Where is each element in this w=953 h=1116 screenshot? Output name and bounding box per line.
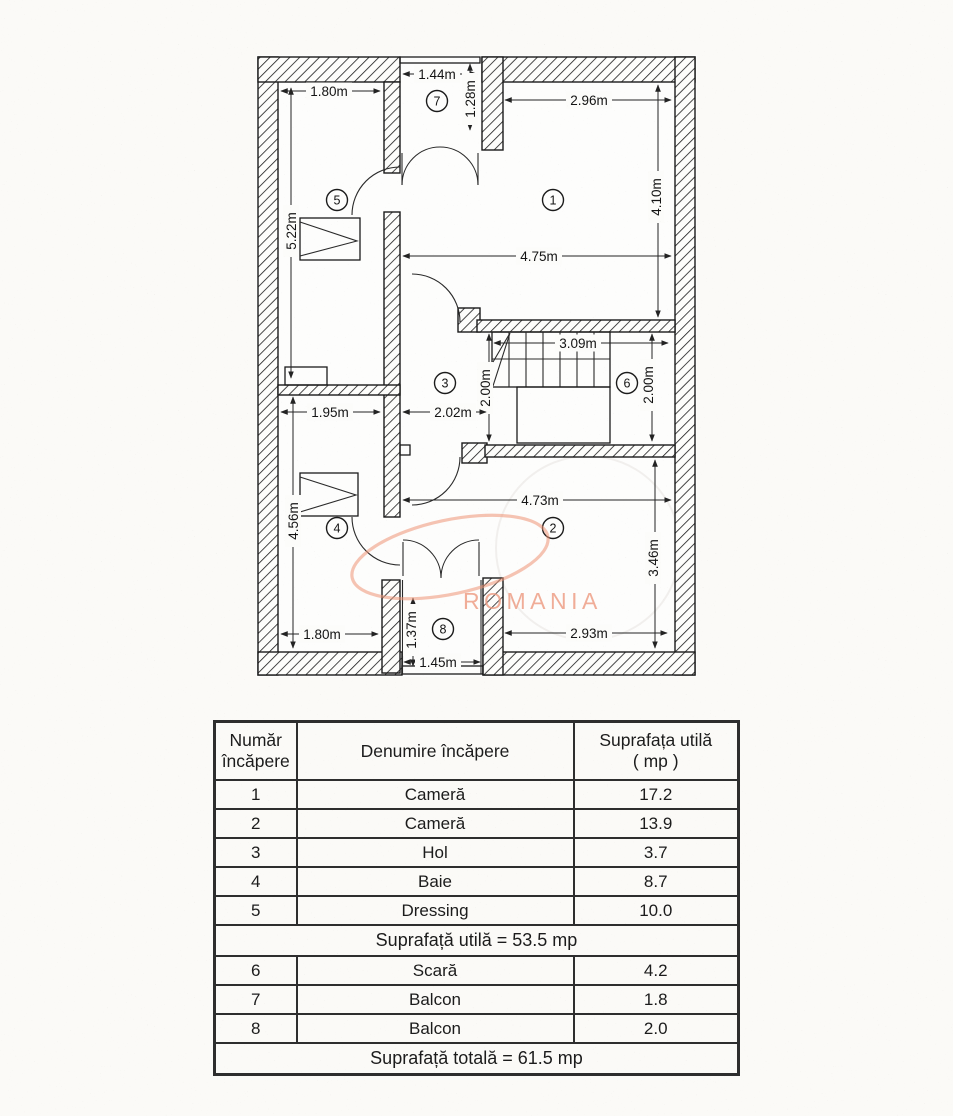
svg-text:2: 2 <box>549 521 557 536</box>
dim-label: 2.96m <box>570 93 608 108</box>
room-area-cell: 17.2 <box>574 780 739 809</box>
watermark-text: ROMANIA <box>463 588 602 614</box>
room-name-cell: Balcon <box>297 985 574 1014</box>
room-name-cell: Dressing <box>297 896 574 925</box>
room-name-cell: Cameră <box>297 809 574 838</box>
wall-room5-room4 <box>278 385 400 395</box>
svg-text:8: 8 <box>439 622 447 637</box>
dim-label: 1.80m <box>310 84 348 99</box>
header-room-area <box>574 722 739 781</box>
dim-label: 2.02m <box>434 405 472 420</box>
room-number-1 <box>543 190 564 211</box>
room-name-cell: Cameră <box>297 780 574 809</box>
table-row <box>215 985 739 1014</box>
table-row <box>215 956 739 985</box>
room-number-cell: 8 <box>215 1014 297 1043</box>
dim-label: 4.56m <box>286 502 301 540</box>
table-row <box>215 896 739 925</box>
header-room-number-line1: Număr <box>229 730 282 751</box>
svg-text:4: 4 <box>333 521 341 536</box>
room-area-cell: 3.7 <box>574 838 739 867</box>
dim-label: 4.10m <box>649 178 664 216</box>
wall-left <box>258 57 278 675</box>
wall-partition-top <box>384 82 400 173</box>
room-area-cell: 10.0 <box>574 896 739 925</box>
dim-label: 1.45m <box>419 655 457 670</box>
table-header-row <box>215 722 739 781</box>
room-area-cell: 4.2 <box>574 956 739 985</box>
dim-label: 2.93m <box>570 626 608 641</box>
dim-balcony7-depth <box>462 64 478 130</box>
header-room-number <box>215 722 297 781</box>
svg-text:1: 1 <box>549 193 557 208</box>
dim-label: 1.44m <box>418 67 456 82</box>
room-number-cell: 5 <box>215 896 297 925</box>
dim-label: 4.75m <box>520 249 558 264</box>
plan-paper <box>256 55 697 677</box>
dim-label: 2.00m <box>478 369 493 407</box>
table-row <box>215 1014 739 1043</box>
wall-partition-mid <box>384 212 400 517</box>
dim-label: 3.09m <box>559 336 597 351</box>
room-number-8 <box>433 619 454 640</box>
wall-mid-lower <box>485 445 675 457</box>
header-room-number-line2: încăpere <box>221 751 290 771</box>
subtotal-row <box>215 925 739 956</box>
room-number-cell: 1 <box>215 780 297 809</box>
dim-label: 2.00m <box>641 366 656 404</box>
room-area-cell: 2.0 <box>574 1014 739 1043</box>
room-number-cell: 3 <box>215 838 297 867</box>
room-number-6 <box>617 373 638 394</box>
room-number-5 <box>327 190 348 211</box>
total-cell: Suprafață totală = 61.5 mp <box>215 1043 739 1075</box>
room-number-4 <box>327 518 348 539</box>
room-number-cell: 2 <box>215 809 297 838</box>
svg-text:3: 3 <box>441 376 449 391</box>
svg-text:7: 7 <box>433 94 441 109</box>
room-name-cell: Scară <box>297 956 574 985</box>
subtotal-cell: Suprafață utilă = 53.5 mp <box>215 925 739 956</box>
header-room-area-line2: ( mp ) <box>632 751 679 771</box>
total-row <box>215 1043 739 1075</box>
wall-bottom-right <box>483 652 695 675</box>
header-room-area-line1: Suprafața utilă <box>599 730 713 751</box>
wall-balcony8-left-jamb <box>382 580 400 673</box>
room-number-7 <box>427 91 448 112</box>
room-name-cell: Baie <box>297 867 574 896</box>
room-name-cell: Balcon <box>297 1014 574 1043</box>
wall-bottom-left <box>258 652 402 675</box>
room-area-table <box>213 720 740 1076</box>
table-row <box>215 867 739 896</box>
dim-label: 5.22m <box>284 212 299 250</box>
wall-jamb-lower <box>462 443 487 463</box>
room-area-cell: 1.8 <box>574 985 739 1014</box>
room-number-3 <box>435 373 456 394</box>
room-area-cell: 13.9 <box>574 809 739 838</box>
wall-right <box>675 57 695 675</box>
room-number-cell: 7 <box>215 985 297 1014</box>
wall-mid-upper <box>477 320 675 332</box>
room-number-cell: 4 <box>215 867 297 896</box>
wall-top-right <box>482 57 695 82</box>
dim-label: 1.28m <box>463 80 478 118</box>
wall-top-left <box>258 57 400 82</box>
table-row <box>215 780 739 809</box>
dim-label: 3.46m <box>646 539 661 577</box>
svg-text:5: 5 <box>333 193 341 208</box>
table-row <box>215 838 739 867</box>
room-number-2 <box>543 518 564 539</box>
table-row <box>215 809 739 838</box>
dim-label: 1.95m <box>311 405 349 420</box>
dim-label: 1.80m <box>303 627 341 642</box>
room-number-cell: 6 <box>215 956 297 985</box>
room-name-cell: Hol <box>297 838 574 867</box>
dim-label: 1.37m <box>404 611 419 649</box>
svg-text:6: 6 <box>623 376 631 391</box>
room-area-cell: 8.7 <box>574 867 739 896</box>
header-room-name: Denumire încăpere <box>297 722 574 781</box>
wall-balcony7-jamb <box>482 57 503 150</box>
dim-label: 4.73m <box>521 493 559 508</box>
